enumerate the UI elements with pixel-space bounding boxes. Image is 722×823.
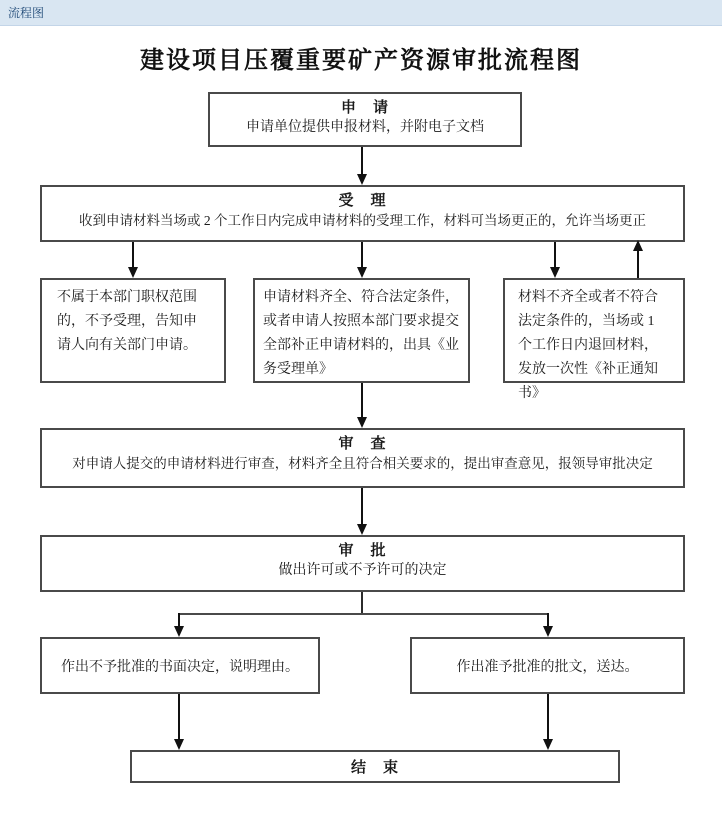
accept-title: 受 理 [338, 193, 387, 209]
arrow-branch-to-grant [547, 613, 549, 635]
arrow-complete-to-review [361, 383, 363, 426]
end-title: 结 束 [350, 760, 399, 776]
arrow-branch-to-deny [178, 613, 180, 635]
approve-title: 审 批 [338, 543, 387, 559]
incomplete-branch-body: 材料不齐全或者不符合法定条件的，当场或 1 个工作日内退回材料，发放一次性《补正通知书》 [518, 290, 658, 401]
tab-flowchart[interactable]: 流程图 [8, 6, 45, 20]
top-bar [0, 0, 722, 26]
flow-box-review [40, 428, 685, 488]
flow-box-grant-result [410, 637, 685, 694]
arrow-accept-to-complete [361, 242, 363, 276]
accept-body: 收到申请材料当场或 2 个工作日内完成申请材料的受理工作，材料可当场更正的，允许当场更正 [79, 213, 646, 228]
arrow-incomplete-back-to-accept [637, 242, 639, 278]
arrow-deny-to-end [178, 694, 180, 748]
flow-box-incomplete-branch [503, 278, 685, 401]
flow-box-end [130, 750, 620, 783]
complete-branch-body: 申请材料齐全、符合法定条件，或者申请人按照本部门要求提交全部补正申请材料的，出具《业务受理单》 [263, 290, 459, 377]
flow-box-accept [40, 185, 685, 242]
deny-result-body: 作出不予批准的书面决定，说明理由。 [61, 659, 299, 675]
reject-branch-body: 不属于本部门职权范围的，不予受理，告知申请人向有关部门申请。 [57, 290, 197, 353]
branch-horizontal-line [178, 613, 549, 615]
arrow-grant-to-end [547, 694, 549, 748]
grant-result-body: 作出准予批准的批文，送达。 [456, 659, 639, 675]
arrow-review-to-approve [361, 488, 363, 533]
arrow-apply-to-accept [361, 147, 363, 183]
flow-box-reject-branch [40, 278, 226, 383]
flow-box-deny-result [40, 637, 320, 694]
arrow-accept-to-incomplete [554, 242, 556, 276]
apply-title: 申 请 [340, 100, 389, 116]
flow-box-complete-branch [253, 278, 470, 383]
page-title: 建设项目压覆重要矿产资源审批流程图 [140, 48, 582, 74]
branch-stem-line [361, 592, 363, 614]
flow-box-apply [208, 92, 522, 147]
review-title: 审 查 [338, 436, 387, 452]
arrow-accept-to-reject [132, 242, 134, 276]
review-body: 对申请人提交的申请材料进行审查，材料齐全且符合相关要求的，提出审查意见，报领导审批决定 [72, 456, 653, 471]
approve-body: 做出许可或不予许可的决定 [278, 563, 447, 578]
apply-body: 申请单位提供申报材料，并附电子文档 [246, 120, 484, 135]
flow-box-approve [40, 535, 685, 592]
